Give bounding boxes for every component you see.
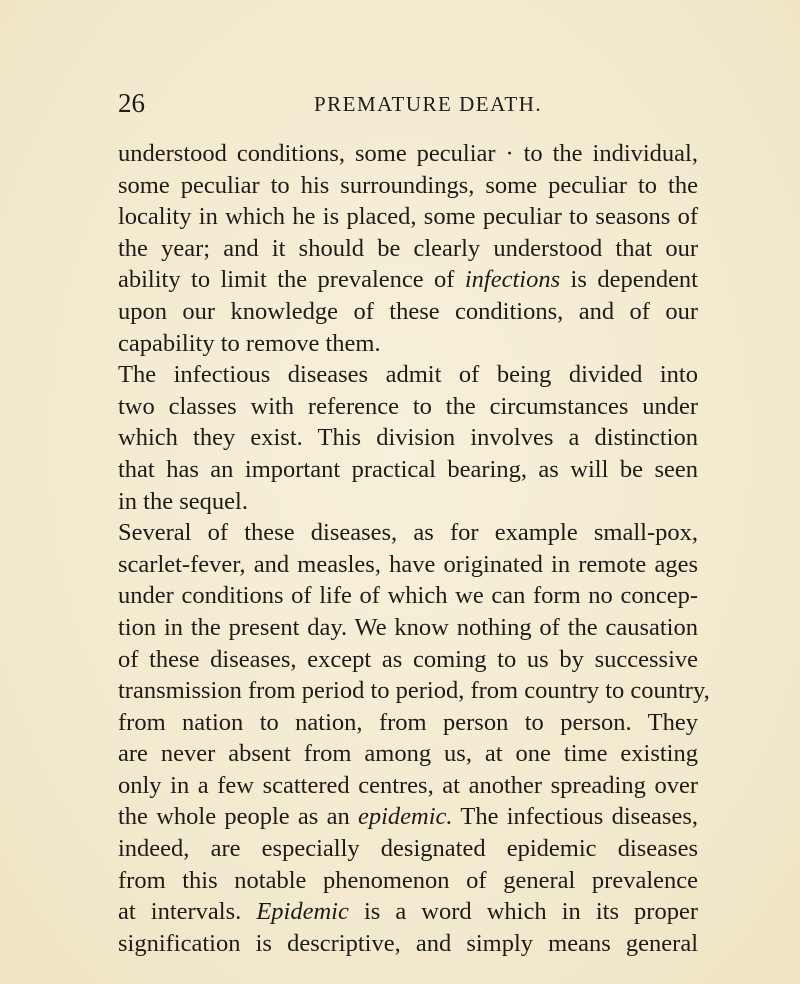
- text-line-18: transmission from period to period, from country to country,: [118, 677, 710, 705]
- text-segment: is a word which in its proper: [348, 898, 698, 926]
- text-line-15: under conditions of life of which we can form no concep-: [118, 582, 698, 610]
- text-segment: ability to limit the prevalence of: [118, 266, 465, 294]
- text-line-6: upon our knowledge of these conditions, and of our: [118, 297, 698, 325]
- text-line-4: the year; and it should be clearly understood that our: [118, 234, 698, 262]
- text-line-19: from nation to nation, from person to person. They: [118, 708, 698, 736]
- body-text: [118, 138, 710, 959]
- text-segment: is dependent: [560, 266, 698, 294]
- text-segment: the whole people as an: [118, 803, 358, 831]
- text-line-17: of these diseases, except as coming to us by successive: [118, 645, 698, 673]
- text-line-11: that has an important practical bearing, as will be seen: [118, 455, 698, 483]
- text-line-26: signification is descriptive, and simply means general: [118, 929, 698, 957]
- text-line-16: tion in the present day. We know nothing of the causation: [118, 613, 698, 641]
- text-line-2: some peculiar to his surroundings, some peculiar to the: [118, 171, 698, 199]
- text-line-3: locality in which he is placed, some peculiar to seasons of: [118, 203, 698, 231]
- text-line-14: scarlet-fever, and measles, have originated in remote ages: [118, 550, 698, 578]
- text-line-10: which they exist. This division involves a distinction: [118, 424, 698, 452]
- text-segment: at intervals.: [118, 898, 257, 926]
- italic-word: epidemic.: [357, 803, 453, 831]
- text-line-12: in the sequel.: [118, 487, 248, 515]
- italic-word: Epidemic: [256, 898, 349, 926]
- text-line-1: understood conditions, some peculiar · to the individual,: [118, 140, 698, 167]
- text-line-5: [118, 264, 698, 296]
- text-line-20: are never absent from among us, at one time existing: [118, 740, 698, 768]
- text-line-8: The infectious diseases admit of being divided into: [118, 361, 698, 389]
- italic-word: infections: [464, 266, 561, 294]
- text-line-23: indeed, are especially designated epidemic diseases: [118, 835, 698, 863]
- running-head: PREMATURE DEATH.: [314, 92, 543, 116]
- text-line-9: two classes with reference to the circumstances under: [118, 392, 698, 420]
- text-line-25: [118, 896, 698, 928]
- text-line-21: only in a few scattered centres, at another spreading over: [118, 771, 698, 799]
- text-segment: The infectious diseases,: [452, 803, 698, 831]
- page-number: 26: [118, 88, 145, 118]
- text-line-13: Several of these diseases, as for example small-pox,: [118, 519, 698, 547]
- text-line-7: capability to remove them.: [118, 329, 381, 357]
- text-line-22: [118, 801, 698, 833]
- text-line-24: from this notable phenomenon of general prevalence: [118, 866, 698, 894]
- page-header: [118, 86, 698, 120]
